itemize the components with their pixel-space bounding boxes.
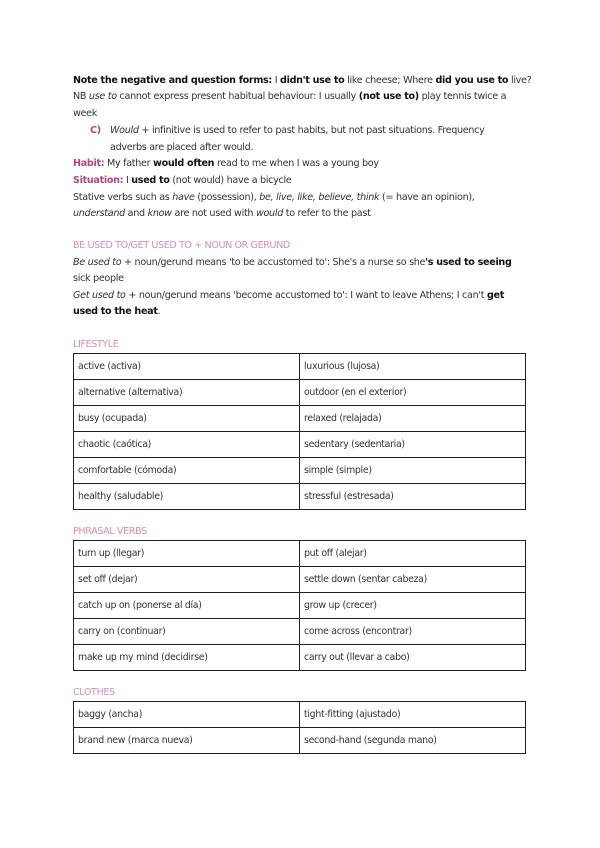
- note-line: [73, 288, 504, 304]
- section-heading: LIFESTYLE: [73, 339, 119, 350]
- t: use to: [88, 91, 117, 102]
- note-line: [73, 156, 379, 172]
- t: be, live, like, believe, think: [259, 192, 380, 203]
- table-row: [74, 380, 526, 406]
- t: NB: [73, 91, 89, 102]
- t: used to: [131, 175, 170, 186]
- t: didn't use to: [280, 75, 345, 86]
- t: 's used to seeing: [425, 257, 512, 268]
- t: Stative verbs such as: [73, 192, 173, 203]
- table-row: [74, 702, 526, 728]
- table-row: [74, 541, 526, 567]
- note-line: [73, 173, 291, 189]
- t: read to me when I was a young boy: [214, 158, 379, 169]
- table-cell: carry on (continuar): [74, 619, 300, 645]
- table-cell: come across (encontrar): [300, 619, 526, 645]
- table-cell: carry out (llevar a cabo): [300, 645, 526, 671]
- note-line: [90, 123, 485, 139]
- t: did you use to: [435, 75, 509, 86]
- t: to refer to the past: [283, 208, 371, 219]
- clothes-table: [73, 701, 526, 754]
- table-cell: outdoor (en el exterior): [300, 380, 526, 406]
- t: + noun/gerund means 'become accustomed to': I want to leave Athens; I can't: [125, 290, 487, 301]
- table-cell: sedentary (sedentaria): [300, 432, 526, 458]
- t: (not would) have a bicycle: [169, 175, 292, 186]
- section-heading: CLOTHES: [73, 687, 115, 698]
- t: play tennis twice a: [418, 91, 507, 102]
- section-heading: PHRASAL VERBS: [73, 526, 147, 537]
- t: get: [486, 290, 505, 301]
- t: Get used to: [73, 290, 126, 301]
- t: cannot express present habitual behaviour: I usually: [116, 91, 359, 102]
- t: .: [157, 306, 161, 317]
- table-cell: healthy (saludable): [74, 484, 300, 510]
- note-line: [73, 206, 371, 222]
- phrasal-verbs-table: [73, 540, 526, 671]
- t: are not used with: [171, 208, 256, 219]
- label: Habit:: [73, 158, 105, 169]
- t: + infinitive is used to refer to past habits, but not past situations. Frequency: [138, 125, 485, 136]
- t: used to the heat: [73, 306, 158, 317]
- table-cell: tight-fitting (ajustado): [300, 702, 526, 728]
- t: Would: [110, 125, 139, 136]
- t: and: [124, 208, 148, 219]
- t: live?: [508, 75, 532, 86]
- table-cell: luxurious (lujosa): [300, 354, 526, 380]
- note-line: week: [73, 108, 98, 119]
- note-line: adverbs are placed after would.: [110, 142, 254, 153]
- table-row: [74, 432, 526, 458]
- t: Be used to: [73, 257, 122, 268]
- table-cell: busy (ocupada): [74, 406, 300, 432]
- t: like cheese; Where: [344, 75, 436, 86]
- t: I: [271, 75, 281, 86]
- table-cell: grow up (crecer): [300, 593, 526, 619]
- table-row: [74, 593, 526, 619]
- lifestyle-table: [73, 353, 526, 510]
- t: would: [255, 208, 283, 219]
- table-cell: active (activa): [74, 354, 300, 380]
- table-cell: settle down (sentar cabeza): [300, 567, 526, 593]
- table-cell: baggy (ancha): [74, 702, 300, 728]
- table-cell: stressful (estresada): [300, 484, 526, 510]
- t: Note the negative and question forms:: [73, 75, 272, 86]
- table-cell: relaxed (relajada): [300, 406, 526, 432]
- table-cell: simple (simple): [300, 458, 526, 484]
- table-cell: brand new (marca nueva): [74, 728, 300, 754]
- note-line: [73, 73, 531, 89]
- table-cell: set off (dejar): [74, 567, 300, 593]
- table-cell: comfortable (cómoda): [74, 458, 300, 484]
- t: understand: [73, 208, 125, 219]
- table-row: [74, 484, 526, 510]
- note-line: sick people: [73, 273, 124, 284]
- table-cell: alternative (alternativa): [74, 380, 300, 406]
- table-cell: turn up (llegar): [74, 541, 300, 567]
- table-cell: put off (alejar): [300, 541, 526, 567]
- note-line: [73, 190, 475, 206]
- table-cell: make up my mind (decidirse): [74, 645, 300, 671]
- table-row: [74, 567, 526, 593]
- table-cell: chaotic (caótica): [74, 432, 300, 458]
- t: would often: [153, 158, 215, 169]
- note-line: [73, 89, 506, 105]
- table-row: [74, 728, 526, 754]
- t: (not use to): [358, 91, 419, 102]
- note-line: [73, 304, 160, 320]
- list-marker: C): [90, 125, 101, 136]
- t: + noun/gerund means 'to be accustomed to': She's a nurse so she: [121, 257, 426, 268]
- table-cell: second-hand (segunda mano): [300, 728, 526, 754]
- table-row: [74, 619, 526, 645]
- table-row: [74, 406, 526, 432]
- note-line: [73, 255, 512, 271]
- t: (possession),: [194, 192, 260, 203]
- t: (= have an opinion),: [379, 192, 475, 203]
- t: I: [123, 175, 132, 186]
- table-cell: catch up on (ponerse al día): [74, 593, 300, 619]
- table-row: [74, 645, 526, 671]
- table-row: [74, 458, 526, 484]
- t: have: [172, 192, 195, 203]
- t: know: [147, 208, 172, 219]
- section-heading: BE USED TO/GET USED TO + NOUN OR GERUND: [73, 240, 290, 251]
- t: My father: [104, 158, 154, 169]
- label: Situation:: [73, 175, 124, 186]
- table-row: [74, 354, 526, 380]
